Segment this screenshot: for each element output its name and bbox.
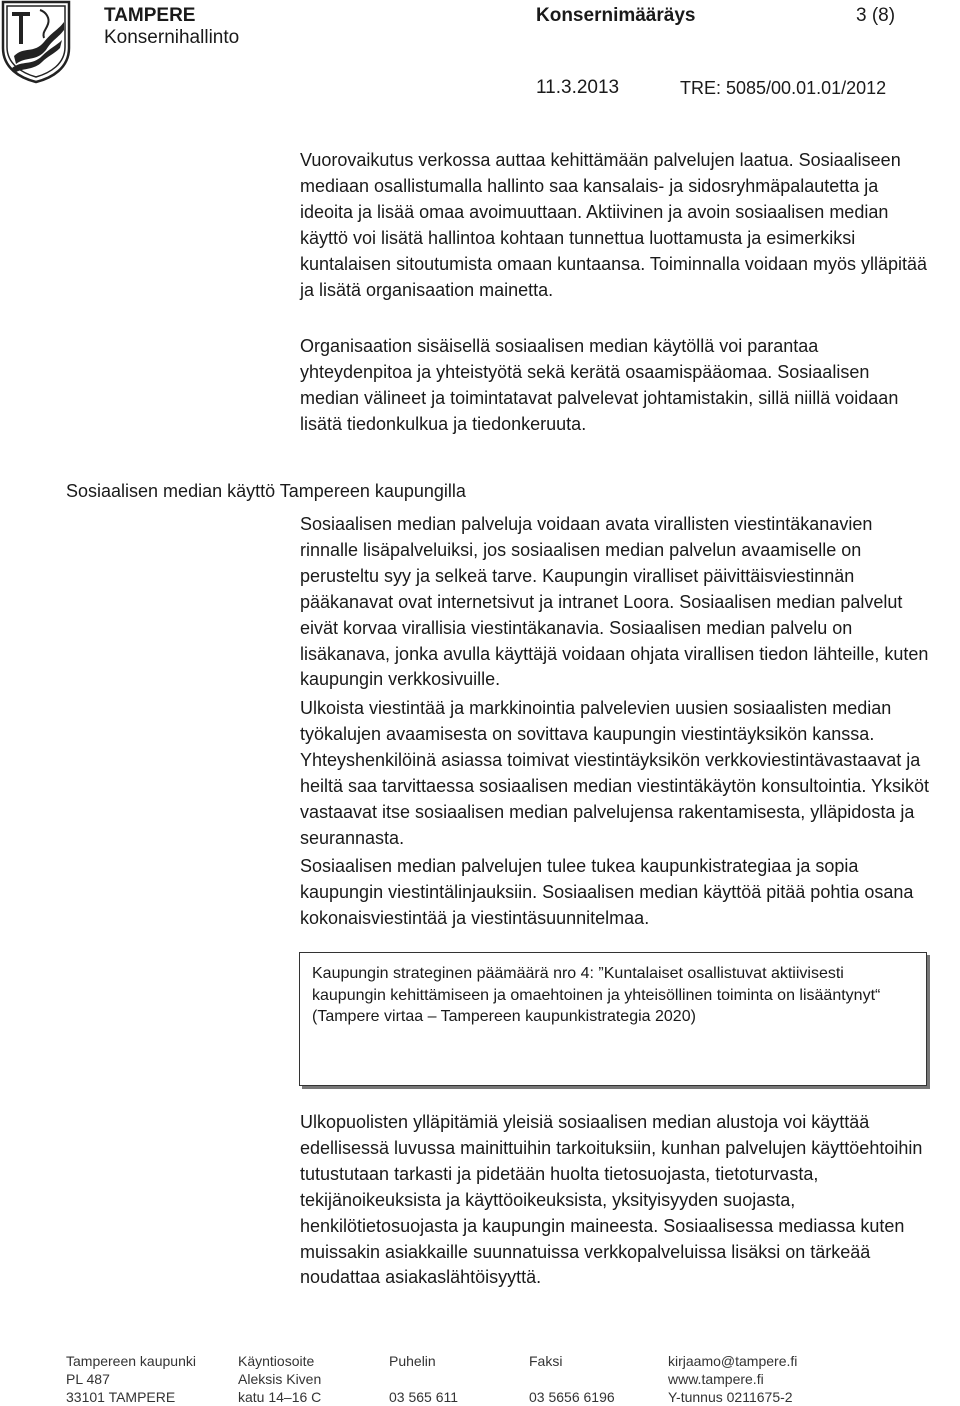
org-department: Konsernihallinto — [104, 27, 240, 48]
tampere-coat-of-arms-logo — [0, 0, 72, 84]
strategy-quote-box — [299, 952, 927, 1086]
document-type: Konsernimääräys — [536, 5, 696, 26]
footer-org: Tampereen kaupunki — [66, 1353, 196, 1369]
footer-postal-code: 33101 TAMPERE — [66, 1389, 176, 1405]
paragraph-official-channels: Sosiaalisen median palveluja voidaan avata virallisten viestintäkanavien rinnalle lisäpalveluiksi, jos sosiaalisen median palvelun avaamiselle on perusteltu syy ja selkeä tarve. Kaupungin viralliset päivittäisviestinnän pääkanavat ovat internetsivut ja intranet Loora. Sosiaalisen median palvelut eivät korvaa virallisia viestintäkanavia. Sosiaalisen median palvelu on lisäkanava, jonka avulla käyttäjä voidaan ohjata virallisen tiedon lähteille, kuten kaupungin verkkosivuille. — [300, 514, 929, 690]
strategy-quote-source: (Tampere virtaa – Tampereen kaupunkistrategia 2020) — [312, 1008, 696, 1025]
footer-phone-label: Puhelin — [389, 1353, 436, 1369]
section-heading: Sosiaalisen median käyttö Tampereen kaupungilla — [66, 481, 466, 501]
footer-phone-number: 03 565 611 — [389, 1389, 459, 1405]
footer-fax — [529, 1352, 615, 1406]
footer-email[interactable]: kirjaamo@tampere.fi — [668, 1353, 798, 1369]
footer-address — [66, 1352, 196, 1406]
footer-contact — [668, 1352, 797, 1406]
footer-street: Aleksis Kiven — [238, 1371, 322, 1387]
page-number: 3 (8) — [856, 5, 896, 26]
footer-po-box: PL 487 — [66, 1371, 110, 1387]
footer-visiting-label: Käyntiosoite — [238, 1353, 315, 1369]
footer-business-id: Y-tunnus 0211675-2 — [668, 1389, 793, 1405]
footer-website[interactable]: www.tampere.fi — [668, 1371, 764, 1387]
footer-phone — [389, 1352, 458, 1406]
strategy-quote-text: Kaupungin strateginen päämäärä nro 4: ”Kuntalaiset osallistuvat aktiivisesti kaupungin kehittämiseen ja omaehtoinen ja yhteisöllinen toiminta on lisääntynyt“ — [312, 965, 881, 1004]
document-date: 11.3.2013 — [536, 77, 620, 98]
paragraph-external-communication: Ulkoista viestintää ja markkinointia palvelevien uusien sosiaalisten median työkalujen avaamisesta on sovittava kaupungin viestintäyksikön kanssa. Yhteyshenkilöinä asiassa toimivat viestintäyksikön verkkoviestintävastaavat ja heiltä saa tarvittaessa sosiaalisen median viestintäkäytön konsultointia. Yksiköt vastaavat itse sosiaalisen median palvelujensa rakentamisesta, ylläpidosta ja seurannasta. — [300, 698, 930, 848]
footer-fax-number: 03 5656 6196 — [529, 1389, 615, 1405]
paragraph-internal-use: Organisaation sisäisellä sosiaalisen median käytöllä voi parantaa yhteydenpitoa ja yhteistyötä sekä kerätä osaamispääomaa. Sosiaalisen median välineet ja toimintatavat palvelevat johtamistakin, sillä niillä voidaan lisätä tiedonkulkua ja tiedonkeruuta. — [300, 336, 899, 434]
org-name: TAMPERE — [104, 5, 196, 26]
footer-fax-label: Faksi — [529, 1353, 563, 1369]
reference-number: TRE: 5085/00.01.01/2012 — [680, 78, 887, 98]
footer-street-number: katu 14–16 C — [238, 1389, 322, 1405]
paragraph-external-platforms: Ulkopuolisten ylläpitämiä yleisiä sosiaalisen median alustoja voi käyttää edellisessä luvussa mainittuihin tarkoituksiin, kunhan palvelujen käyttöehtoihin tutustutaan tarkasti ja pidetään huolta tietosuojasta, tietoturvasta, tekijänoikeuksista ja käyttöoikeuksista, yksityisyyden suojasta, henkilötietosuojasta ja kaupungin maineesta. Sosiaalisessa mediassa kuten muissakin asiakkaille suunnatuissa verkkopalveluissa lisäksi on tärkeää noudattaa asiakaslähtöisyyttä. — [300, 1112, 923, 1288]
footer-phone-spacer — [389, 1370, 458, 1388]
paragraph-interaction: Vuorovaikutus verkossa auttaa kehittämään palvelujen laatua. Sosiaaliseen mediaan osallistumalla hallinto saa kansalais- ja sidosryhmäpalautetta ja ideoita ja lisää omaa avoimuuttaan. Aktiivinen ja avoin sosiaalisen median käyttö voi lisätä hallintoa kohtaan tunnettua luottamusta ja esimerkiksi kuntalaisen sitoutumista omaan kuntaansa. Toiminnalla voidaan myös ylläpitää ja lisätä organisaation mainetta. — [300, 150, 928, 300]
footer-visiting-address — [238, 1352, 321, 1406]
paragraph-strategy: Sosiaalisen median palvelujen tulee tukea kaupunkistrategiaa ja sopia kaupungin viestintälinjauksiin. Sosiaalisen median käyttöä pitää pohtia osana kokonaisviestintää ja viestintäsuunnitelmaa. — [300, 856, 914, 928]
footer-fax-spacer — [529, 1370, 615, 1388]
